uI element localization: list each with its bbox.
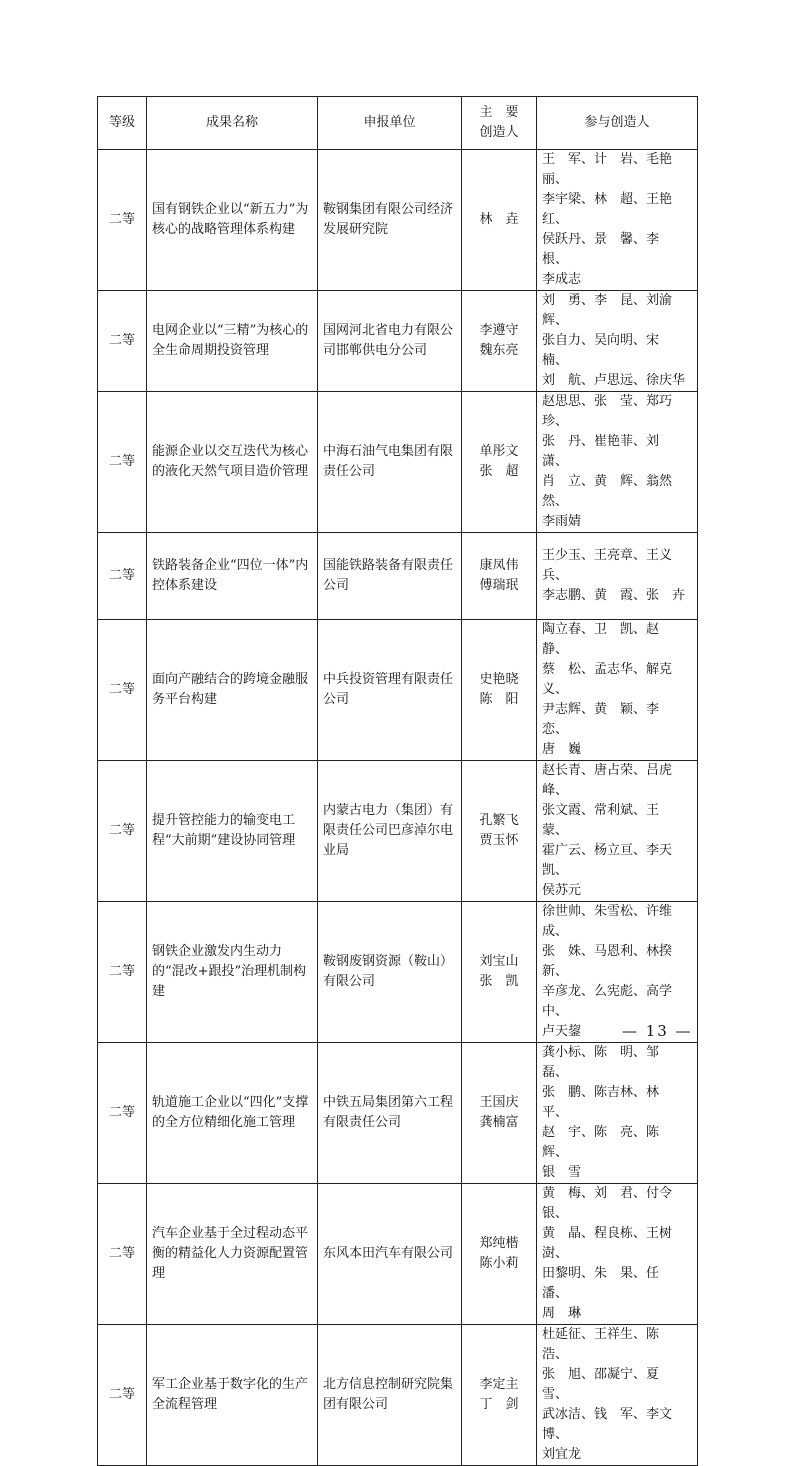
row-applicant-unit: 东风本田汽车有限公司 (318, 1184, 462, 1325)
row-achievement-name: 军工企业基于数字化的生产全流程管理 (147, 1325, 318, 1466)
participant-line: 银 雪 (542, 1165, 582, 1180)
main-creator: 史艳晓 (479, 672, 519, 687)
participant-line: 蔡 松、孟志华、解克义、 (542, 662, 673, 697)
awards-table (97, 96, 698, 1466)
table-header-row (98, 97, 698, 150)
main-creator: 龚楠富 (479, 1115, 519, 1130)
table-row (98, 1184, 698, 1325)
row-participants (537, 1184, 698, 1325)
row-main-creators (462, 902, 537, 1043)
row-participants (537, 620, 698, 761)
header-level: 等级 (98, 97, 147, 150)
participant-line: 李成志 (542, 272, 582, 287)
row-main-creators (462, 1184, 537, 1325)
participant-line: 刘宜龙 (542, 1447, 582, 1462)
main-creator: 陈小莉 (479, 1256, 519, 1271)
participant-line: 卢天鋆 (542, 1024, 582, 1039)
table-row (98, 1043, 698, 1184)
main-creator: 贾玉怀 (479, 833, 519, 848)
row-applicant-unit: 中兵投资管理有限责任公司 (318, 620, 462, 761)
row-achievement-name: 提升管控能力的输变电工程“大前期”建设协同管理 (147, 761, 318, 902)
row-applicant-unit: 国网河北省电力有限公司邯郸供电分公司 (318, 291, 462, 392)
participant-line: 李宇梁、林 超、王艳红、 (542, 192, 673, 227)
participant-line: 周 琳 (542, 1306, 582, 1321)
row-level: 二等 (98, 533, 147, 620)
participant-line: 肖 立、黄 辉、翁然然、 (542, 474, 673, 509)
table-row (98, 761, 698, 902)
row-participants (537, 150, 698, 291)
main-creator: 康凤伟 (479, 558, 519, 573)
row-participants (537, 761, 698, 902)
main-creator: 李定主 (479, 1377, 519, 1392)
row-level: 二等 (98, 1325, 147, 1466)
participant-line: 李雨婧 (542, 514, 582, 529)
participant-line: 李志鹏、黄 霞、张 卉 (542, 588, 686, 603)
row-achievement-name: 钢铁企业激发内生动力的“混改+跟投”治理机制构建 (147, 902, 318, 1043)
header-name: 成果名称 (147, 97, 318, 150)
row-level: 二等 (98, 761, 147, 902)
participant-line: 陶立春、卫 凯、赵 静、 (542, 622, 673, 657)
participant-line: 侯跃丹、景 馨、李 根、 (542, 232, 673, 267)
participant-line: 王 军、计 岩、毛艳丽、 (542, 152, 673, 187)
row-level: 二等 (98, 150, 147, 291)
header-participants: 参与创造人 (537, 97, 698, 150)
participant-line: 张 旭、邵凝宁、夏 雪、 (542, 1367, 673, 1402)
table-body (98, 150, 698, 1466)
main-creator: 王国庆 (479, 1095, 519, 1110)
header-main-creator (462, 97, 537, 150)
row-achievement-name: 轨道施工企业以“四化”支撑的全方位精细化施工管理 (147, 1043, 318, 1184)
header-main-line2: 创造人 (479, 125, 519, 140)
main-creator: 丁 剑 (479, 1397, 519, 1412)
table-row (98, 150, 698, 291)
row-achievement-name: 面向产融结合的跨境金融服务平台构建 (147, 620, 318, 761)
row-main-creators (462, 392, 537, 533)
participant-line: 杜延征、王祥生、陈 浩、 (542, 1327, 673, 1362)
participant-line: 张 鹏、陈吉林、林 平、 (542, 1085, 673, 1120)
participant-line: 张自力、吴向明、宋 楠、 (542, 333, 673, 368)
row-achievement-name: 国有钢铁企业以“新五力”为核心的战略管理体系构建 (147, 150, 318, 291)
row-main-creators (462, 533, 537, 620)
main-creator: 魏东亮 (479, 343, 519, 358)
row-main-creators (462, 291, 537, 392)
participant-line: 张 丹、崔艳菲、刘 潇、 (542, 434, 673, 469)
main-creator: 刘宝山 (479, 954, 519, 969)
row-applicant-unit: 鞍钢集团有限公司经济发展研究院 (318, 150, 462, 291)
participant-line: 刘 航、卢思远、徐庆华 (542, 373, 686, 388)
row-participants (537, 392, 698, 533)
row-applicant-unit: 鞍钢废钢资源（鞍山）有限公司 (318, 902, 462, 1043)
row-main-creators (462, 1325, 537, 1466)
header-unit: 申报单位 (318, 97, 462, 150)
main-creator: 陈 阳 (479, 692, 519, 707)
table-row (98, 902, 698, 1043)
participant-line: 黄 梅、刘 君、付令银、 (542, 1186, 673, 1221)
row-achievement-name: 能源企业以交互迭代为核心的液化天然气项目造价管理 (147, 392, 318, 533)
header-main-line1: 主 要 (479, 105, 519, 120)
row-applicant-unit: 北方信息控制研究院集团有限公司 (318, 1325, 462, 1466)
row-participants (537, 1043, 698, 1184)
row-level: 二等 (98, 902, 147, 1043)
row-level: 二等 (98, 392, 147, 533)
main-creator: 孔繁飞 (479, 813, 519, 828)
main-creator: 张 凯 (479, 974, 519, 989)
participant-line: 尹志辉、黄 颖、李 恋、 (542, 702, 673, 737)
row-applicant-unit: 内蒙古电力（集团）有限责任公司巴彦淖尔电业局 (318, 761, 462, 902)
participant-line: 武冰洁、钱 军、李文博、 (542, 1407, 673, 1442)
participant-line: 徐世帅、朱雪松、许维成、 (542, 904, 673, 939)
participant-line: 赵长青、唐占荣、吕虎峰、 (542, 763, 673, 798)
row-main-creators (462, 1043, 537, 1184)
row-main-creators (462, 620, 537, 761)
row-main-creators (462, 761, 537, 902)
participant-line: 黄 晶、程良栋、王树澍、 (542, 1226, 673, 1261)
participant-line: 霍广云、杨立亘、李天凯、 (542, 843, 673, 878)
participant-line: 唐 巍 (542, 742, 582, 757)
participant-line: 侯苏元 (542, 883, 582, 898)
participant-line: 张文霞、常利斌、王 蒙、 (542, 803, 673, 838)
row-level: 二等 (98, 1043, 147, 1184)
participant-line: 张 姝、马恩利、林揆新、 (542, 944, 673, 979)
row-participants (537, 533, 698, 620)
row-achievement-name: 汽车企业基于全过程动态平衡的精益化人力资源配置管理 (147, 1184, 318, 1325)
participant-line: 赵思思、张 莹、郑巧珍、 (542, 394, 673, 429)
row-level: 二等 (98, 291, 147, 392)
main-creator: 张 超 (479, 464, 519, 479)
main-creator: 单彤文 (479, 444, 519, 459)
row-applicant-unit: 中铁五局集团第六工程有限责任公司 (318, 1043, 462, 1184)
row-participants (537, 1325, 698, 1466)
table-row (98, 1325, 698, 1466)
participant-line: 王少玉、王亮章、王义兵、 (542, 548, 673, 583)
main-creator: 李遵守 (479, 323, 519, 338)
row-main-creators (462, 150, 537, 291)
participant-line: 赵 宇、陈 亮、陈 辉、 (542, 1125, 673, 1160)
row-applicant-unit: 国能铁路装备有限责任公司 (318, 533, 462, 620)
main-creator: 郑纯楷 (479, 1236, 519, 1251)
table-row (98, 620, 698, 761)
row-participants (537, 291, 698, 392)
main-creator: 傅瑞珉 (479, 578, 519, 593)
participant-line: 刘 勇、李 昆、刘渝辉、 (542, 293, 673, 328)
participant-line: 田黎明、朱 果、任 潘、 (542, 1266, 673, 1301)
table-row (98, 392, 698, 533)
row-level: 二等 (98, 1184, 147, 1325)
participant-line: 辛彦龙、么宪彪、高学中、 (542, 984, 673, 1019)
row-achievement-name: 电网企业以“三精”为核心的全生命周期投资管理 (147, 291, 318, 392)
page-number: — 13 — (622, 1022, 693, 1040)
row-achievement-name: 铁路装备企业“四位一体”内控体系建设 (147, 533, 318, 620)
row-level: 二等 (98, 620, 147, 761)
row-applicant-unit: 中海石油气电集团有限责任公司 (318, 392, 462, 533)
table-row (98, 291, 698, 392)
table-row (98, 533, 698, 620)
participant-line: 龚小标、陈 明、邹 磊、 (542, 1045, 673, 1080)
main-creator: 林 垚 (479, 212, 519, 227)
